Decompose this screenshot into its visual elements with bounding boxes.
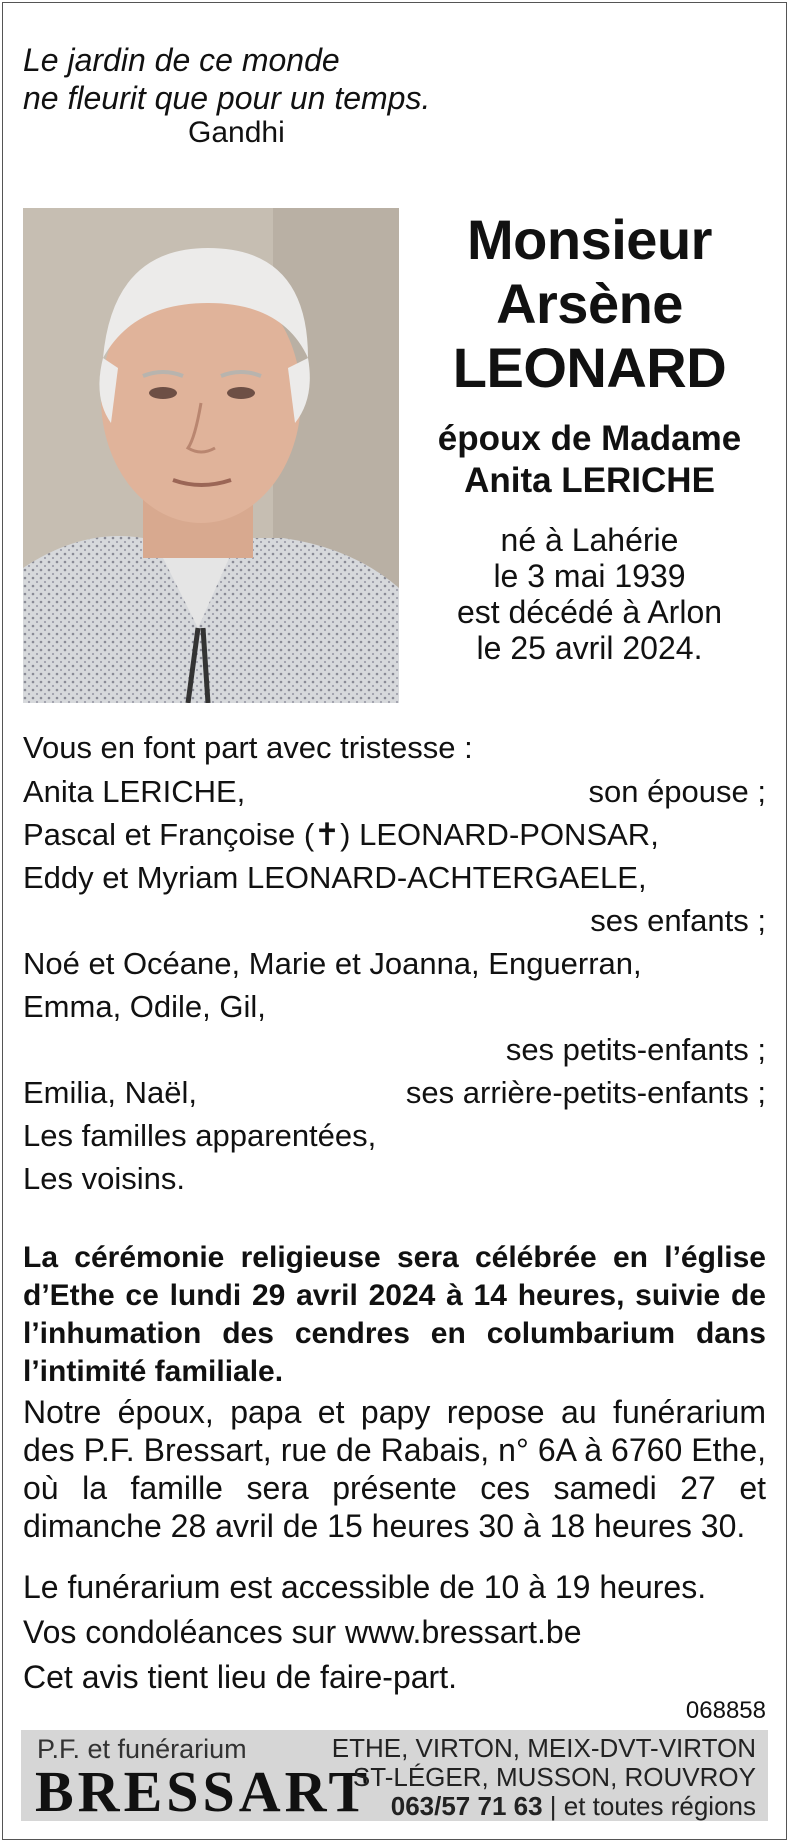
birth-date: le 3 mai 1939 xyxy=(493,558,686,594)
funeral-home-banner xyxy=(21,1730,768,1824)
announcement-intro: Vous en font part avec tristesse : xyxy=(23,730,473,765)
family-row: Eddy et Myriam LEONARD-ACHTERGAELE, xyxy=(23,860,647,895)
family-row: Anita LERICHE, son épouse ; xyxy=(23,774,766,809)
death-date: le 25 avril 2024. xyxy=(476,630,703,666)
family-row: Pascal et Françoise (✝) LEONARD-PONSAR, xyxy=(23,817,659,852)
reference-number: 068858 xyxy=(685,1697,766,1724)
funeral-home-locations xyxy=(332,1734,756,1821)
condolences-link[interactable]: Vos condoléances sur www.bressart.be xyxy=(23,1614,582,1650)
locations-line-2: ST-LÉGER, MUSSON, ROUVROY xyxy=(352,1762,756,1792)
epigraph-line-2: ne fleurit que pour un temps. xyxy=(23,80,431,116)
death-place: est décédé à Arlon xyxy=(456,594,723,630)
obituary-content xyxy=(23,3,766,1839)
regions-text: | et toutes régions xyxy=(549,1791,756,1821)
obituary-frame xyxy=(2,2,787,1840)
epigraph-line-1: Le jardin de ce monde xyxy=(23,42,340,78)
family-announcement xyxy=(23,725,766,1200)
funeral-home-hours: Le funérarium est accessible de 10 à 19 heures. xyxy=(23,1569,707,1605)
family-row: Emilia, Naël, ses arrière-petits-enfants ; xyxy=(23,1075,766,1110)
family-row: Les voisins. xyxy=(23,1161,185,1196)
portrait-illustration xyxy=(23,208,399,703)
phone-number[interactable]: 063/57 71 63 xyxy=(390,1791,543,1821)
family-row: Emma, Odile, Gil, xyxy=(23,989,266,1024)
repose-details: Notre époux, papa et papy repose au funérarium des P.F. Bressart, rue de Rabais, n° 6A à 6760 Ethe, où la famille sera présente ces samedi 27 et dimanche 28 avril de 15 heures 30 à 18 heures 30. xyxy=(23,1394,766,1544)
spouse-line-2: Anita LERICHE xyxy=(464,461,715,500)
first-name: Arsène xyxy=(496,272,683,335)
epigraph-author: Gandhi xyxy=(188,116,285,149)
portrait-photo xyxy=(23,208,399,703)
family-row: Noé et Océane, Marie et Joanna, Enguerran, xyxy=(23,946,642,981)
family-row: ses petits-enfants ; xyxy=(505,1032,766,1067)
spouse-info xyxy=(413,418,766,502)
locations-line-1: ETHE, VIRTON, MEIX-DVT-VIRTON xyxy=(331,1733,756,1763)
notice-text: Cet avis tient lieu de faire-part. xyxy=(23,1659,457,1695)
family-row: ses enfants ; xyxy=(590,903,766,938)
ceremony-details: La cérémonie religieuse sera célébrée en l’église d’Ethe ce lundi 29 avril 2024 à 14 heures, suivie de l’inhumation des cendres en columbarium dans l’intimité familiale. xyxy=(23,1241,766,1388)
funeral-home-logo: BRESSART xyxy=(35,1759,372,1824)
epigraph xyxy=(23,41,430,117)
honorific: Monsieur xyxy=(467,208,712,271)
birth-place: né à Lahérie xyxy=(500,522,679,558)
last-name: LEONARD xyxy=(452,336,727,399)
spouse-line-1: époux de Madame xyxy=(437,419,742,458)
life-dates xyxy=(413,522,766,666)
contact-line xyxy=(332,1792,756,1821)
deceased-identity xyxy=(413,208,766,666)
family-row: Les familles apparentées, xyxy=(23,1118,377,1153)
funeral-home-label: P.F. et funérarium xyxy=(37,1734,247,1764)
